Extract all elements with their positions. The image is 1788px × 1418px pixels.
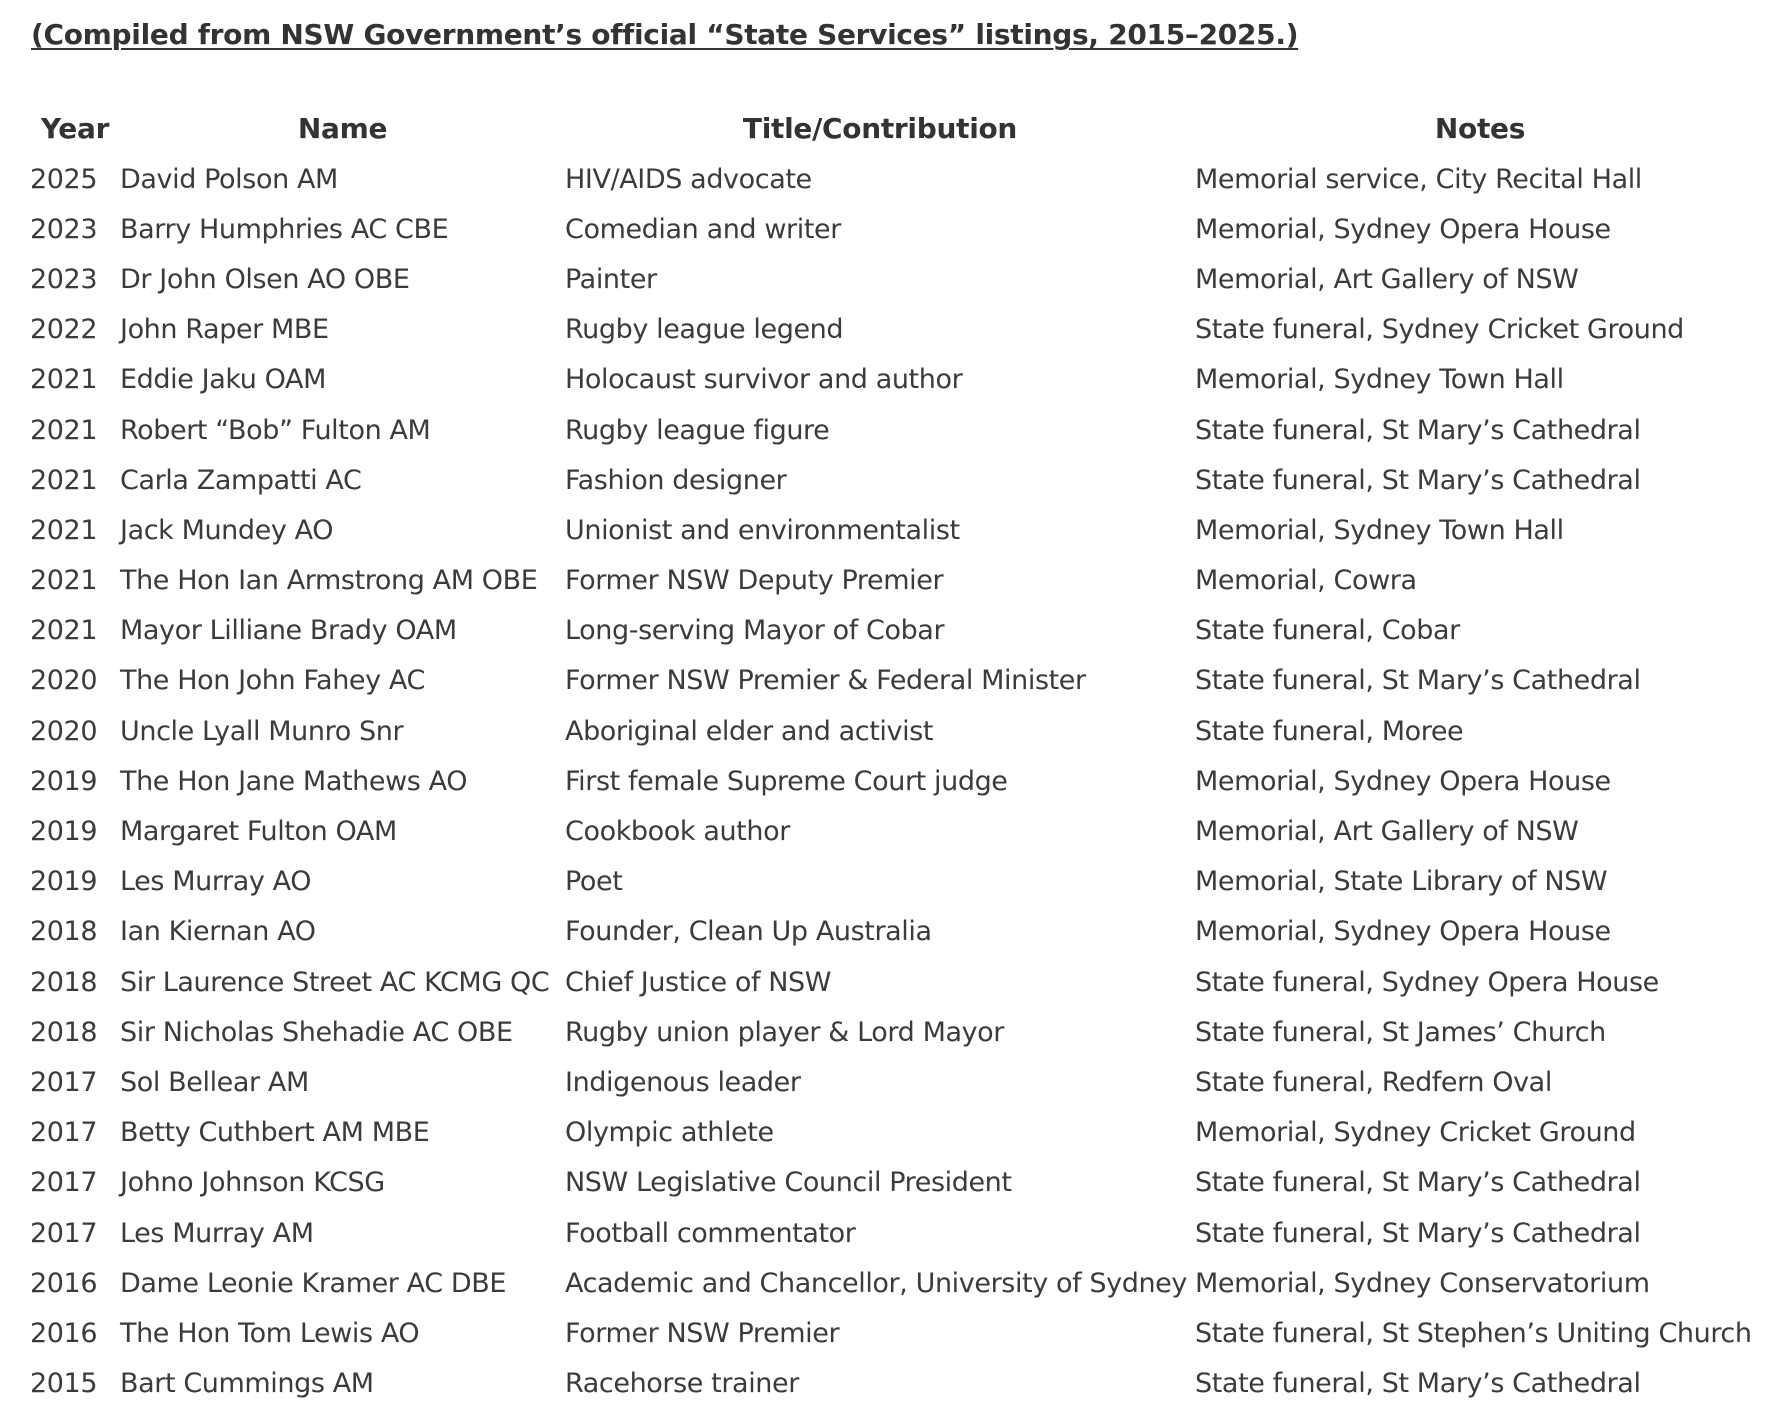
notes-cell: State funeral, Redfern Oval: [1195, 1066, 1552, 1098]
table-row: [30, 1208, 1765, 1258]
notes-cell: Memorial service, City Recital Hall: [1195, 163, 1642, 195]
table-row: [30, 405, 1765, 455]
notes-cell: State funeral, St Mary’s Cathedral: [1195, 1167, 1641, 1199]
year-cell: 2018: [30, 1016, 98, 1048]
year-cell: 2016: [30, 1267, 98, 1299]
title-cell: Football commentator: [565, 1217, 856, 1249]
table-row: [30, 1108, 1765, 1158]
year-cell: 2023: [30, 263, 98, 295]
name-cell: Carla Zampatti AC: [120, 464, 362, 496]
title-cell: Rugby union player & Lord Mayor: [565, 1016, 1005, 1048]
name-cell: Uncle Lyall Munro Snr: [120, 715, 404, 747]
name-cell: Betty Cuthbert AM MBE: [120, 1117, 430, 1149]
notes-cell: State funeral, St Mary’s Cathedral: [1195, 1368, 1641, 1400]
notes-cell: Memorial, Cowra: [1195, 565, 1417, 597]
notes-cell: Memorial, Sydney Cricket Ground: [1195, 1117, 1636, 1149]
title-cell: Former NSW Deputy Premier: [565, 565, 944, 597]
table-row: [30, 505, 1765, 555]
title-cell: Founder, Clean Up Australia: [565, 916, 932, 948]
header-title-contribution: Title/Contribution: [742, 111, 1018, 145]
title-cell: Chief Justice of NSW: [565, 966, 832, 998]
title-cell: Aboriginal elder and activist: [565, 715, 934, 747]
name-cell: Sol Bellear AM: [120, 1066, 309, 1098]
name-cell: Sir Laurence Street AC KCMG QC: [120, 966, 550, 998]
state-services-table: [30, 102, 1765, 1409]
table-header-row: [30, 102, 1765, 154]
year-cell: 2019: [30, 866, 98, 898]
header-year: Year: [40, 111, 110, 145]
notes-cell: Memorial, Art Gallery of NSW: [1195, 816, 1579, 848]
year-cell: 2020: [30, 715, 98, 747]
year-cell: 2021: [30, 514, 98, 546]
year-cell: 2021: [30, 464, 98, 496]
title-cell: Former NSW Premier: [565, 1317, 840, 1349]
name-cell: Les Murray AO: [120, 866, 312, 898]
title-cell: Racehorse trainer: [565, 1368, 799, 1400]
name-cell: Bart Cummings AM: [120, 1368, 374, 1400]
year-cell: 2020: [30, 665, 98, 697]
title-cell: NSW Legislative Council President: [565, 1167, 1012, 1199]
year-cell: 2019: [30, 816, 98, 848]
table-row: [30, 907, 1765, 957]
name-cell: The Hon Ian Armstrong AM OBE: [120, 565, 538, 597]
table-row: [30, 355, 1765, 405]
notes-cell: Memorial, Sydney Opera House: [1195, 213, 1611, 245]
table-row: [30, 1057, 1765, 1107]
table-row: [30, 455, 1765, 505]
source-caption: (Compiled from NSW Government’s official “State Services” listings, 2015–2025.): [31, 18, 1299, 51]
table-row: [30, 706, 1765, 756]
notes-cell: State funeral, Moree: [1195, 715, 1464, 747]
header-notes: Notes: [1434, 111, 1526, 145]
name-cell: The Hon Jane Mathews AO: [120, 765, 468, 797]
year-cell: 2018: [30, 966, 98, 998]
notes-cell: Memorial, Sydney Town Hall: [1195, 514, 1564, 546]
name-cell: Eddie Jaku OAM: [120, 364, 326, 396]
year-cell: 2022: [30, 314, 98, 346]
notes-cell: Memorial, Sydney Opera House: [1195, 916, 1611, 948]
table-row: [30, 656, 1765, 706]
title-cell: First female Supreme Court judge: [565, 765, 1008, 797]
notes-cell: State funeral, Cobar: [1195, 615, 1460, 647]
table-row: [30, 305, 1765, 355]
notes-cell: State funeral, St Mary’s Cathedral: [1195, 665, 1641, 697]
table-row: [30, 1158, 1765, 1208]
year-cell: 2021: [30, 414, 98, 446]
year-cell: 2015: [30, 1368, 98, 1400]
name-cell: John Raper MBE: [120, 314, 329, 346]
title-cell: Holocaust survivor and author: [565, 364, 963, 396]
table-row: [30, 957, 1765, 1007]
title-cell: Rugby league legend: [565, 314, 844, 346]
notes-cell: State funeral, St Mary’s Cathedral: [1195, 1217, 1641, 1249]
name-cell: Les Murray AM: [120, 1217, 314, 1249]
table-row: [30, 756, 1765, 806]
name-cell: Dame Leonie Kramer AC DBE: [120, 1267, 507, 1299]
name-cell: Ian Kiernan AO: [120, 916, 316, 948]
notes-cell: Memorial, Sydney Opera House: [1195, 765, 1611, 797]
title-cell: Long-serving Mayor of Cobar: [565, 615, 945, 647]
table-row: [30, 1258, 1765, 1308]
title-cell: HIV/AIDS advocate: [565, 163, 812, 195]
notes-cell: State funeral, St Mary’s Cathedral: [1195, 464, 1641, 496]
table-row: [30, 254, 1765, 304]
table-row: [30, 606, 1765, 656]
notes-cell: Memorial, State Library of NSW: [1195, 866, 1608, 898]
title-cell: Academic and Chancellor, University of Sydney: [565, 1267, 1187, 1299]
notes-cell: State funeral, St Stephen’s Uniting Church: [1195, 1317, 1752, 1349]
notes-cell: State funeral, Sydney Cricket Ground: [1195, 314, 1684, 346]
title-cell: Olympic athlete: [565, 1117, 774, 1149]
title-cell: Cookbook author: [565, 816, 790, 848]
table-row: [30, 1007, 1765, 1057]
title-cell: Fashion designer: [565, 464, 787, 496]
name-cell: Johno Johnson KCSG: [120, 1167, 385, 1199]
table-row: [30, 1359, 1765, 1409]
table-row: [30, 556, 1765, 606]
table-row: [30, 154, 1765, 204]
title-cell: Indigenous leader: [565, 1066, 801, 1098]
year-cell: 2018: [30, 916, 98, 948]
table-body: [30, 154, 1765, 1409]
title-cell: Rugby league figure: [565, 414, 830, 446]
name-cell: Barry Humphries AC CBE: [120, 213, 449, 245]
title-cell: Unionist and environmentalist: [565, 514, 960, 546]
table-row: [30, 857, 1765, 907]
year-cell: 2023: [30, 213, 98, 245]
year-cell: 2017: [30, 1217, 98, 1249]
header-name: Name: [297, 111, 388, 145]
notes-cell: Memorial, Sydney Town Hall: [1195, 364, 1564, 396]
title-cell: Painter: [565, 263, 657, 295]
title-cell: Former NSW Premier & Federal Minister: [565, 665, 1086, 697]
name-cell: Sir Nicholas Shehadie AC OBE: [120, 1016, 513, 1048]
notes-cell: State funeral, St James’ Church: [1195, 1016, 1606, 1048]
name-cell: Jack Mundey AO: [120, 514, 334, 546]
year-cell: 2017: [30, 1167, 98, 1199]
table-row: [30, 204, 1765, 254]
notes-cell: State funeral, St Mary’s Cathedral: [1195, 414, 1641, 446]
name-cell: David Polson AM: [120, 163, 338, 195]
notes-cell: Memorial, Sydney Conservatorium: [1195, 1267, 1650, 1299]
title-cell: Poet: [565, 866, 623, 898]
name-cell: Robert “Bob” Fulton AM: [120, 414, 431, 446]
year-cell: 2021: [30, 565, 98, 597]
table-row: [30, 806, 1765, 856]
year-cell: 2021: [30, 364, 98, 396]
year-cell: 2019: [30, 765, 98, 797]
notes-cell: State funeral, Sydney Opera House: [1195, 966, 1659, 998]
name-cell: The Hon Tom Lewis AO: [120, 1317, 420, 1349]
name-cell: The Hon John Fahey AC: [120, 665, 425, 697]
name-cell: Margaret Fulton OAM: [120, 816, 397, 848]
notes-cell: Memorial, Art Gallery of NSW: [1195, 263, 1579, 295]
year-cell: 2017: [30, 1117, 98, 1149]
name-cell: Mayor Lilliane Brady OAM: [120, 615, 457, 647]
year-cell: 2021: [30, 615, 98, 647]
year-cell: 2017: [30, 1066, 98, 1098]
title-cell: Comedian and writer: [565, 213, 841, 245]
table-row: [30, 1308, 1765, 1358]
name-cell: Dr John Olsen AO OBE: [120, 263, 410, 295]
year-cell: 2016: [30, 1317, 98, 1349]
year-cell: 2025: [30, 163, 98, 195]
